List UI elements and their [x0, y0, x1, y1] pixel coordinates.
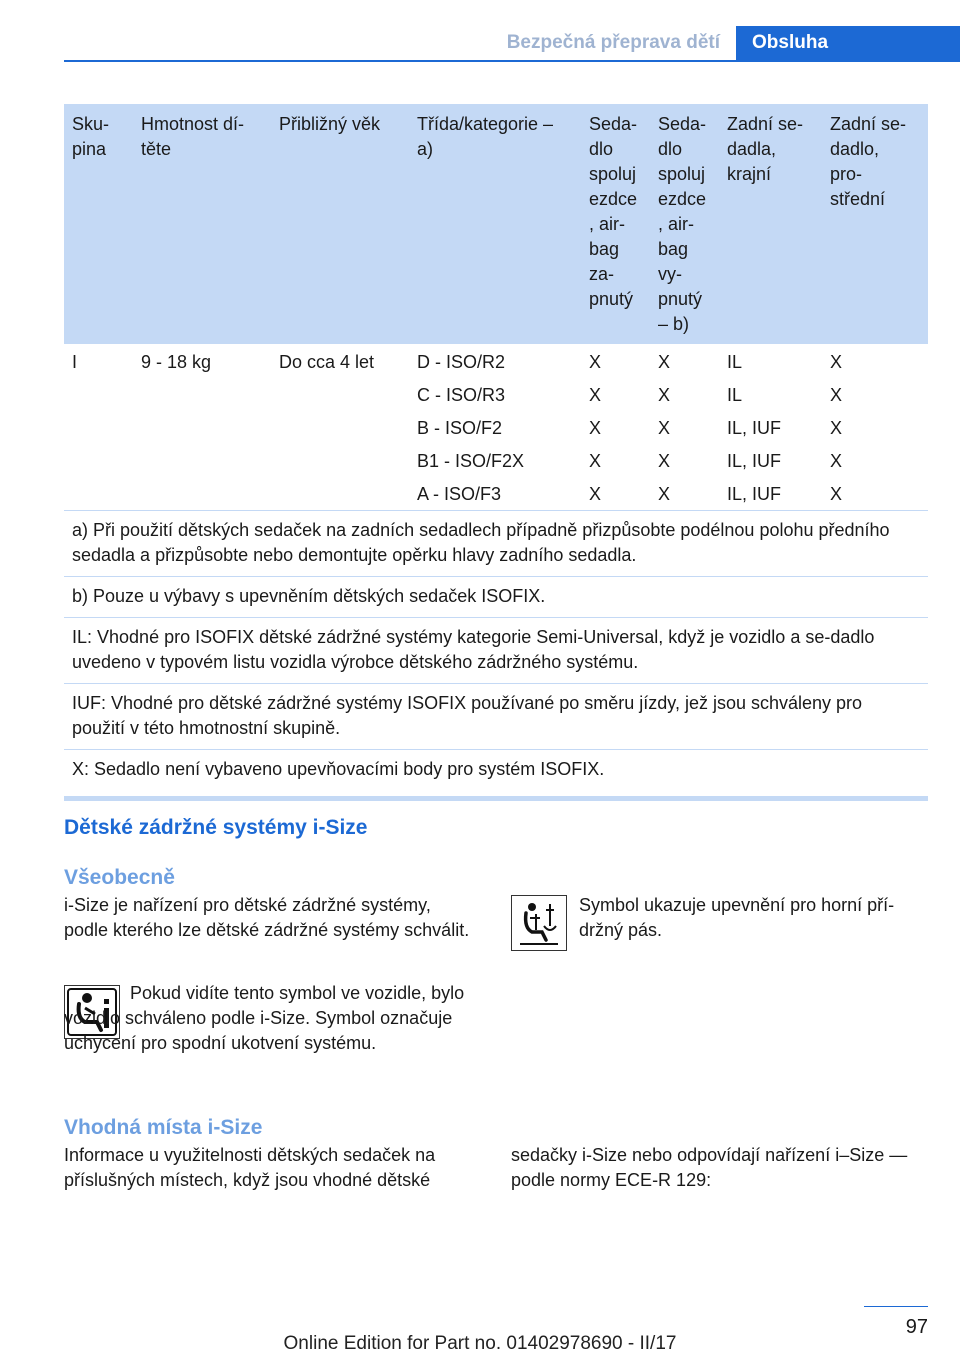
- header-cell: Sku- pina: [72, 114, 110, 159]
- col-header-rear-center: [822, 112, 928, 344]
- header-rule: [64, 60, 960, 62]
- places-paragraph-left: Informace u využitelnosti dětských sedaček na příslušných místech, když jsou vhodné dětské: [64, 1145, 436, 1190]
- rear-center-cell: X: [830, 484, 843, 504]
- rear-center-cell: X: [830, 352, 843, 372]
- col-header-age: [271, 112, 409, 344]
- symbol2-paragraph: Symbol ukazuje upevnění pro horní pří-držný pás.: [579, 895, 895, 940]
- rear-center-cell: X: [830, 385, 843, 405]
- front-off-cell: X: [658, 451, 671, 471]
- header-cell: Přibližný věk: [279, 114, 381, 134]
- page-number: 97: [905, 1316, 928, 1338]
- rear-center-cell: X: [830, 418, 843, 438]
- col-header-weight: [133, 112, 271, 344]
- rear-outer-cell: IL: [727, 352, 743, 372]
- rear-outer-cell: IL, IUF: [727, 418, 782, 438]
- places-heading: Vhodná místa i-Size: [64, 1116, 263, 1139]
- table-note: IL: Vhodné pro ISOFIX dětské zádržné systémy kategorie Semi-Universal, když je vozidlo a se-dadlo uvedeno v typovém listu vozidla výrobce dětského zádržného systému.: [64, 617, 928, 683]
- col-header-rear-outer: [719, 112, 822, 344]
- header-cell: Seda- dlo spoluj ezdce , air- bag za- pnutý: [589, 114, 638, 309]
- front-on-cell: X: [589, 451, 602, 471]
- rear-outer-cell: IL, IUF: [727, 451, 782, 471]
- front-on-cell: X: [589, 484, 602, 504]
- section-title: Dětské zádržné systémy i-Size: [64, 816, 368, 839]
- page-number-rule: [864, 1306, 928, 1307]
- header-cell: Seda- dlo spoluj ezdce , air- bag vy- pnutý – b): [658, 114, 707, 334]
- general-paragraph: i-Size je nařízení pro dětské zádržné systémy, podle kterého lze dětské zádržné systémy schválit.: [64, 895, 470, 940]
- table-note: X: Sedadlo není vybaveno upevňovacími body pro systém ISOFIX.: [64, 749, 928, 790]
- header-cell: Třída/kategorie – a): [417, 114, 554, 159]
- front-on-cell: X: [589, 352, 602, 372]
- table-header-row: [64, 104, 928, 344]
- front-on-cell: X: [589, 418, 602, 438]
- general-heading: Všeobecně: [64, 866, 175, 889]
- front-off-cell: X: [658, 385, 671, 405]
- group-cell: I: [72, 352, 78, 372]
- rear-outer-cell: IL, IUF: [727, 484, 782, 504]
- header-section-title: Bezpečná přeprava dětí: [506, 32, 720, 53]
- top-tether-icon: [511, 895, 567, 951]
- footer-edition: Online Edition for Part no. 01402978690 - II/17: [283, 1333, 677, 1354]
- col-header-front-airbag-on: [581, 112, 650, 344]
- header-cell: Hmotnost dí- těte: [141, 114, 245, 159]
- symbol1-text: Pokud vidíte tento symbol ve vozidle, bylo vozidlo schváleno podle i-Size. Symbol označuje uchycení pro spodní ukotvení systému.: [64, 983, 465, 1053]
- age-cell: Do cca 4 let: [279, 352, 375, 372]
- table-bottom-rule: [64, 796, 928, 801]
- class-cell: C - ISO/R3: [417, 385, 506, 405]
- table-note: a) Při použití dětských sedaček na zadních sedadlech případně přizpůsobte podélnou polohu předního sedadla a přizpůsobte nebo demontujte opěrku hlavy zadního sedadla.: [64, 510, 928, 576]
- class-cell: A - ISO/F3: [417, 484, 502, 504]
- class-cell: B - ISO/F2: [417, 418, 503, 438]
- header-cell: Zadní se- dadlo, pro- střední: [830, 114, 907, 209]
- table-row: [64, 344, 928, 510]
- front-off-cell: X: [658, 352, 671, 372]
- isofix-table: [64, 104, 928, 801]
- rear-center-cell: X: [830, 451, 843, 471]
- weight-cell: 9 - 18 kg: [141, 352, 212, 372]
- col-header-group: [64, 112, 133, 344]
- class-cell: B1 - ISO/F2X: [417, 451, 525, 471]
- symbol1-paragraph: [64, 981, 474, 1056]
- table-note: b) Pouze u výbavy s upevněním dětských sedaček ISOFIX.: [64, 576, 928, 617]
- col-header-class: [409, 112, 581, 344]
- table-note: IUF: Vhodné pro dětské zádržné systémy ISOFIX používané po směru jízdy, jež jsou schváleny pro použití v této hmotnostní skupině.: [64, 683, 928, 749]
- rear-outer-cell: IL: [727, 385, 743, 405]
- table-notes: [64, 510, 928, 790]
- class-cell: D - ISO/R2: [417, 352, 506, 372]
- col-header-front-airbag-off: [650, 112, 719, 344]
- front-on-cell: X: [589, 385, 602, 405]
- front-off-cell: X: [658, 418, 671, 438]
- header-cell: Zadní se- dadla, krajní: [727, 114, 804, 184]
- header-chapter-tab: Obsluha: [736, 26, 960, 60]
- front-off-cell: X: [658, 484, 671, 504]
- places-paragraph-right: sedačky i-Size nebo odpovídají nařízení i–Size — podle normy ECE-R 129:: [511, 1145, 908, 1190]
